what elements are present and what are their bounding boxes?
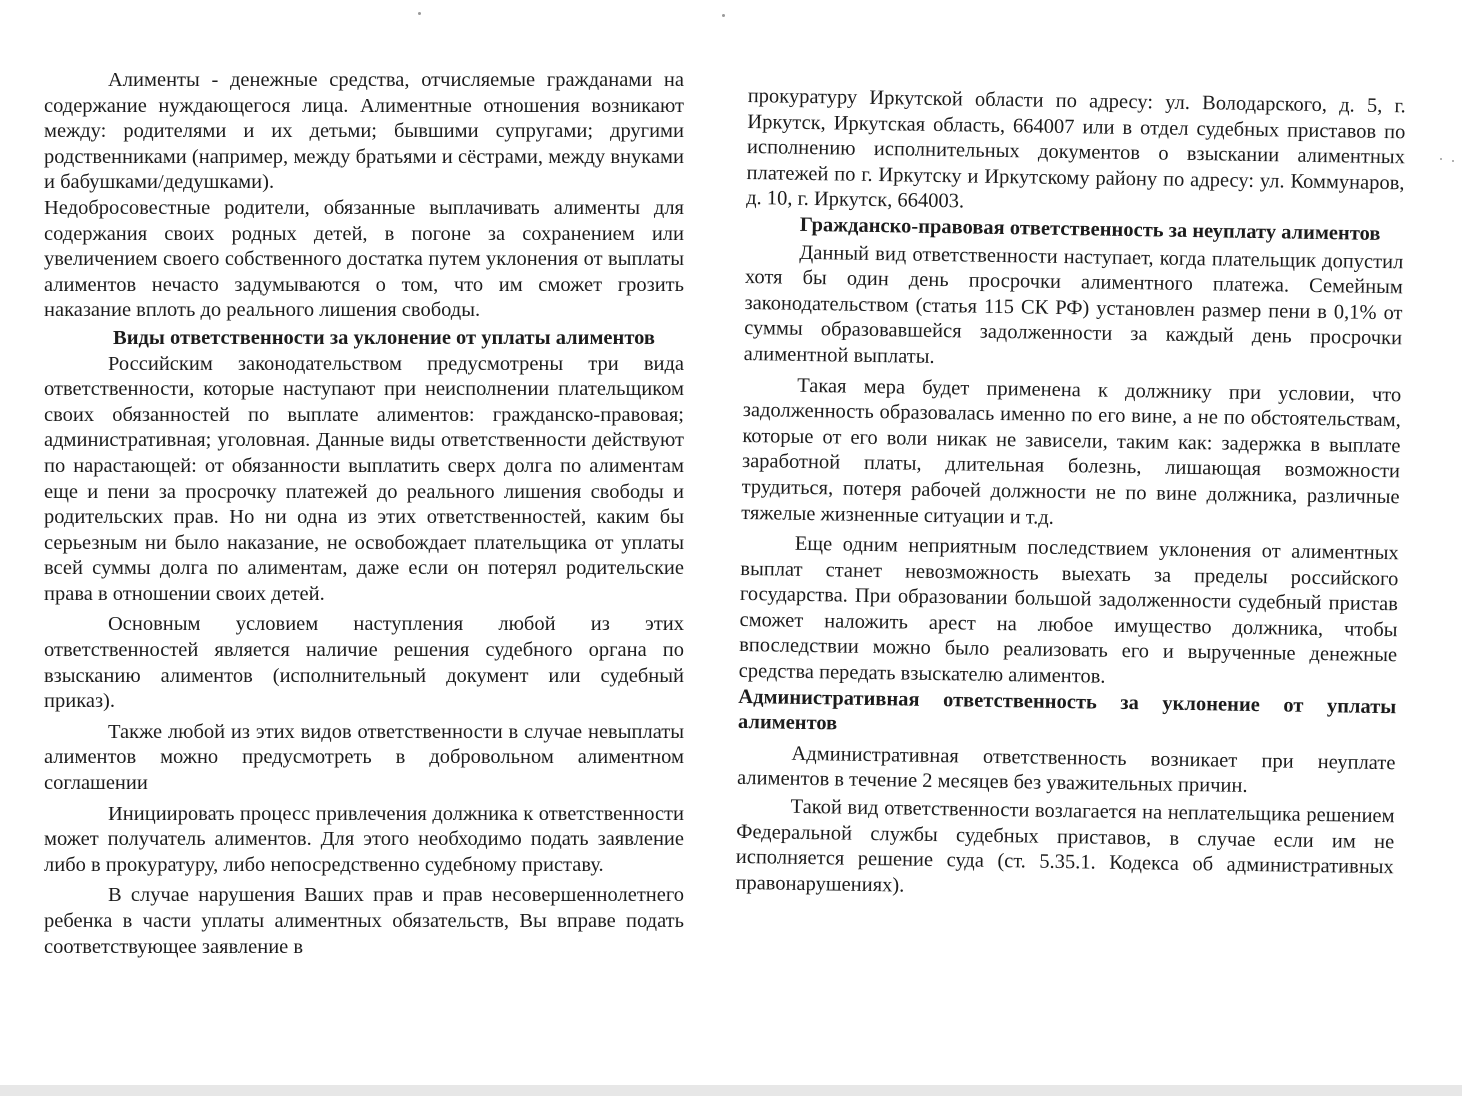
heading-civil-liability: Гражданско-правовая ответственность за неуплату алиментов	[799, 213, 1381, 245]
right-paragraph-penalty: Данный вид ответственности наступает, когда плательщик допустил хотя бы один день просрочки алиментного платежа. Семейным законодательством (статья 115 СК РФ) установлен размер пени в 0,1% от суммы образовавшейся задолженности за каждый день просрочки алиментной выплаты.	[743, 241, 1404, 368]
left-paragraph-initiate-process: Инициировать процесс привлечения должника к ответственности может получатель алиментов. Для этого необходимо подать заявление либо в прокуратуру, либо непосредственно судебному приставу.	[44, 802, 684, 876]
left-column	[44, 68, 684, 960]
left-paragraph-definition: Алименты - денежные средства, отчисляемые гражданами на содержание нуждающегося лица. Алиментные отношения возникают между: родителями и их детьми; бывшими супругами; другими родственниками (например, между братьями и сёстрами, между внуками и бабушками/дедушками).	[44, 69, 684, 194]
right-column	[735, 84, 1406, 907]
left-paragraph-voluntary-agreement: Также любой из этих видов ответственности в случае невыплаты алиментов можно предусмотреть в добровольном алиментном соглашении	[44, 720, 684, 795]
scan-speck	[1440, 158, 1442, 160]
right-paragraph-addresses: прокуратуру Иркутской области по адресу: ул. Володарского, д. 5, г. Иркутск, Иркутская область, 664007 или в отдел судебных приставов по исполнению исполнительных документов о взыскании алиментных платежей по г. Иркутску и Иркутскому району по адресу: ул. Коммунаров, д. 10, г. Иркутск, 664003.	[746, 84, 1406, 213]
right-paragraph-admin-imposed: Такой вид ответственности возлагается на неплательщика решением Федеральной службы судебных приставов, в случае если им не исполняется решение суда (ст. 5.35.1. Кодекса об административных правонарушениях).	[735, 795, 1395, 897]
right-paragraph-travel-ban: Еще одним неприятным последствием уклонения от алиментных выплат станет невозможность выехать за пределы российского государства. При образовании большой задолженности судебный пристав сможет наложить арест на любое имущество должника, чтобы впоследствии можно было реализовать его и вырученные денежные средства передать взыскателю алиментов.	[738, 532, 1399, 688]
page-bottom-edge	[0, 1085, 1462, 1096]
right-paragraph-condition: Такая мера будет применена к должнику при условии, что задолженность образовалась именно по его вине, а не по обстоятельствам, которые от его воли никак не зависели, таким как: задержка в выплате заработной платы, длительная болезнь, лишающая возможности трудиться, потеря рабочей должности не по вине должника, различные тяжелые жизненные ситуации и т.д.	[741, 374, 1402, 529]
heading-types-of-liability: Виды ответственности за уклонение от уплаты алиментов	[113, 326, 655, 349]
scan-speck	[1452, 160, 1454, 162]
left-paragraph-dishonest-parents: Недобросовестные родители, обязанные выплачивать алименты для содержания своих родных детей, в погоне за сохранением или увеличением своего собственного достатка путем уклонения от выплаты алиментов нечасто задумываются о том, что им сможет грозить наказание вплоть до реального лишения свободы.	[44, 196, 684, 322]
left-paragraph-rights-violation: В случае нарушения Ваших прав и прав несовершеннолетнего ребенка в части уплаты алиментных обязательств, Вы вправе подать соответствующее заявление в	[44, 884, 684, 958]
scan-speck	[418, 12, 421, 15]
left-paragraph-main-condition: Основным условием наступления любой из этих ответственностей является наличие решения судебного органа по взысканию алиментов (исполнительный документ или судебный приказ).	[44, 613, 684, 713]
heading-administrative-liability: Административная ответственность за уклонение от уплаты алиментов	[737, 685, 1397, 735]
right-paragraph-admin-arises: Административная ответственность возникает при неуплате алиментов в течение 2 месяцев без уважительных причин.	[736, 742, 1396, 798]
left-paragraph-three-types: Российским законодательством предусмотрены три вида ответственности, которые наступают при неисполнении плательщиком своих обязанностей по выплате алиментов: гражданско-правовая; административная; уголовная. Данные виды ответственности действуют по нарастающей: от обязанности выплатить сверх долга по алиментам еще и пени за просрочку платежей до реального лишения свободы и родительских прав. Но ни одна из этих ответственностей, каким бы серьезным ни было наказание, не освобождает плательщика от уплаты всей суммы долга по алиментам, даже если он потерял родительские права в отношении своих детей.	[44, 352, 684, 605]
scan-speck	[722, 14, 725, 17]
